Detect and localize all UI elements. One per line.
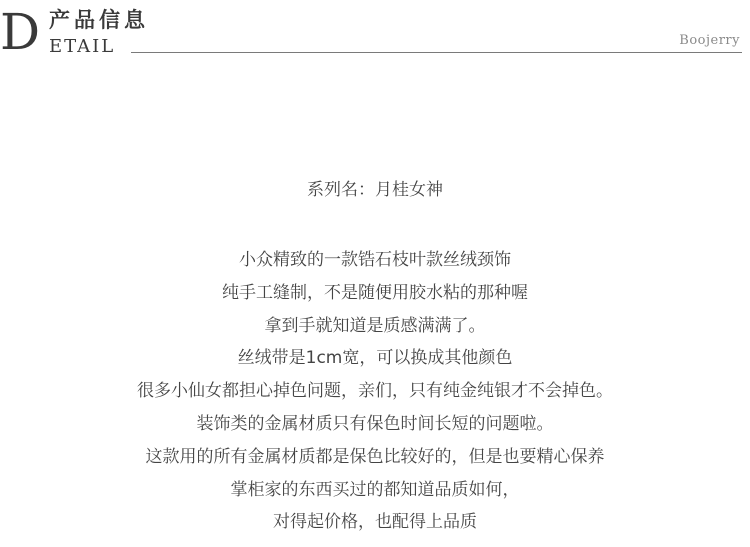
description-line: 装饰类的金属材质只有保色时间长短的问题啦。 xyxy=(196,413,554,434)
header-divider xyxy=(131,52,742,53)
description-line: 拿到手就知道是质感满满了。 xyxy=(264,315,486,336)
header-initial-letter: D xyxy=(0,3,41,61)
description-line: 掌柜家的东西买过的都知道品质如何， xyxy=(230,479,520,500)
header-subtitle: ETAIL xyxy=(49,36,116,57)
brand-name: Boojerry xyxy=(679,33,740,48)
description-line: 对得起价格，也配得上品质 xyxy=(273,512,477,533)
description-line: 这款用的所有金属材质都是保色比较好的，但是也要精心保养 xyxy=(145,446,605,467)
description-lines xyxy=(0,244,750,539)
description-line: 纯手工缝制，不是随便用胶水粘的那种喔 xyxy=(222,282,528,303)
detail-header xyxy=(0,0,750,60)
description-line: 小众精致的一款锆石枝叶款丝绒颈饰 xyxy=(239,250,511,270)
series-name: 系列名：月桂女神 xyxy=(307,180,443,200)
description-line: 丝绒带是1cm宽，可以换成其他颜色 xyxy=(237,348,513,369)
header-title: 产品信息 xyxy=(49,8,149,32)
description-line: 很多小仙女都担心掉色问题，亲们，只有纯金纯银才不会掉色。 xyxy=(137,381,613,402)
